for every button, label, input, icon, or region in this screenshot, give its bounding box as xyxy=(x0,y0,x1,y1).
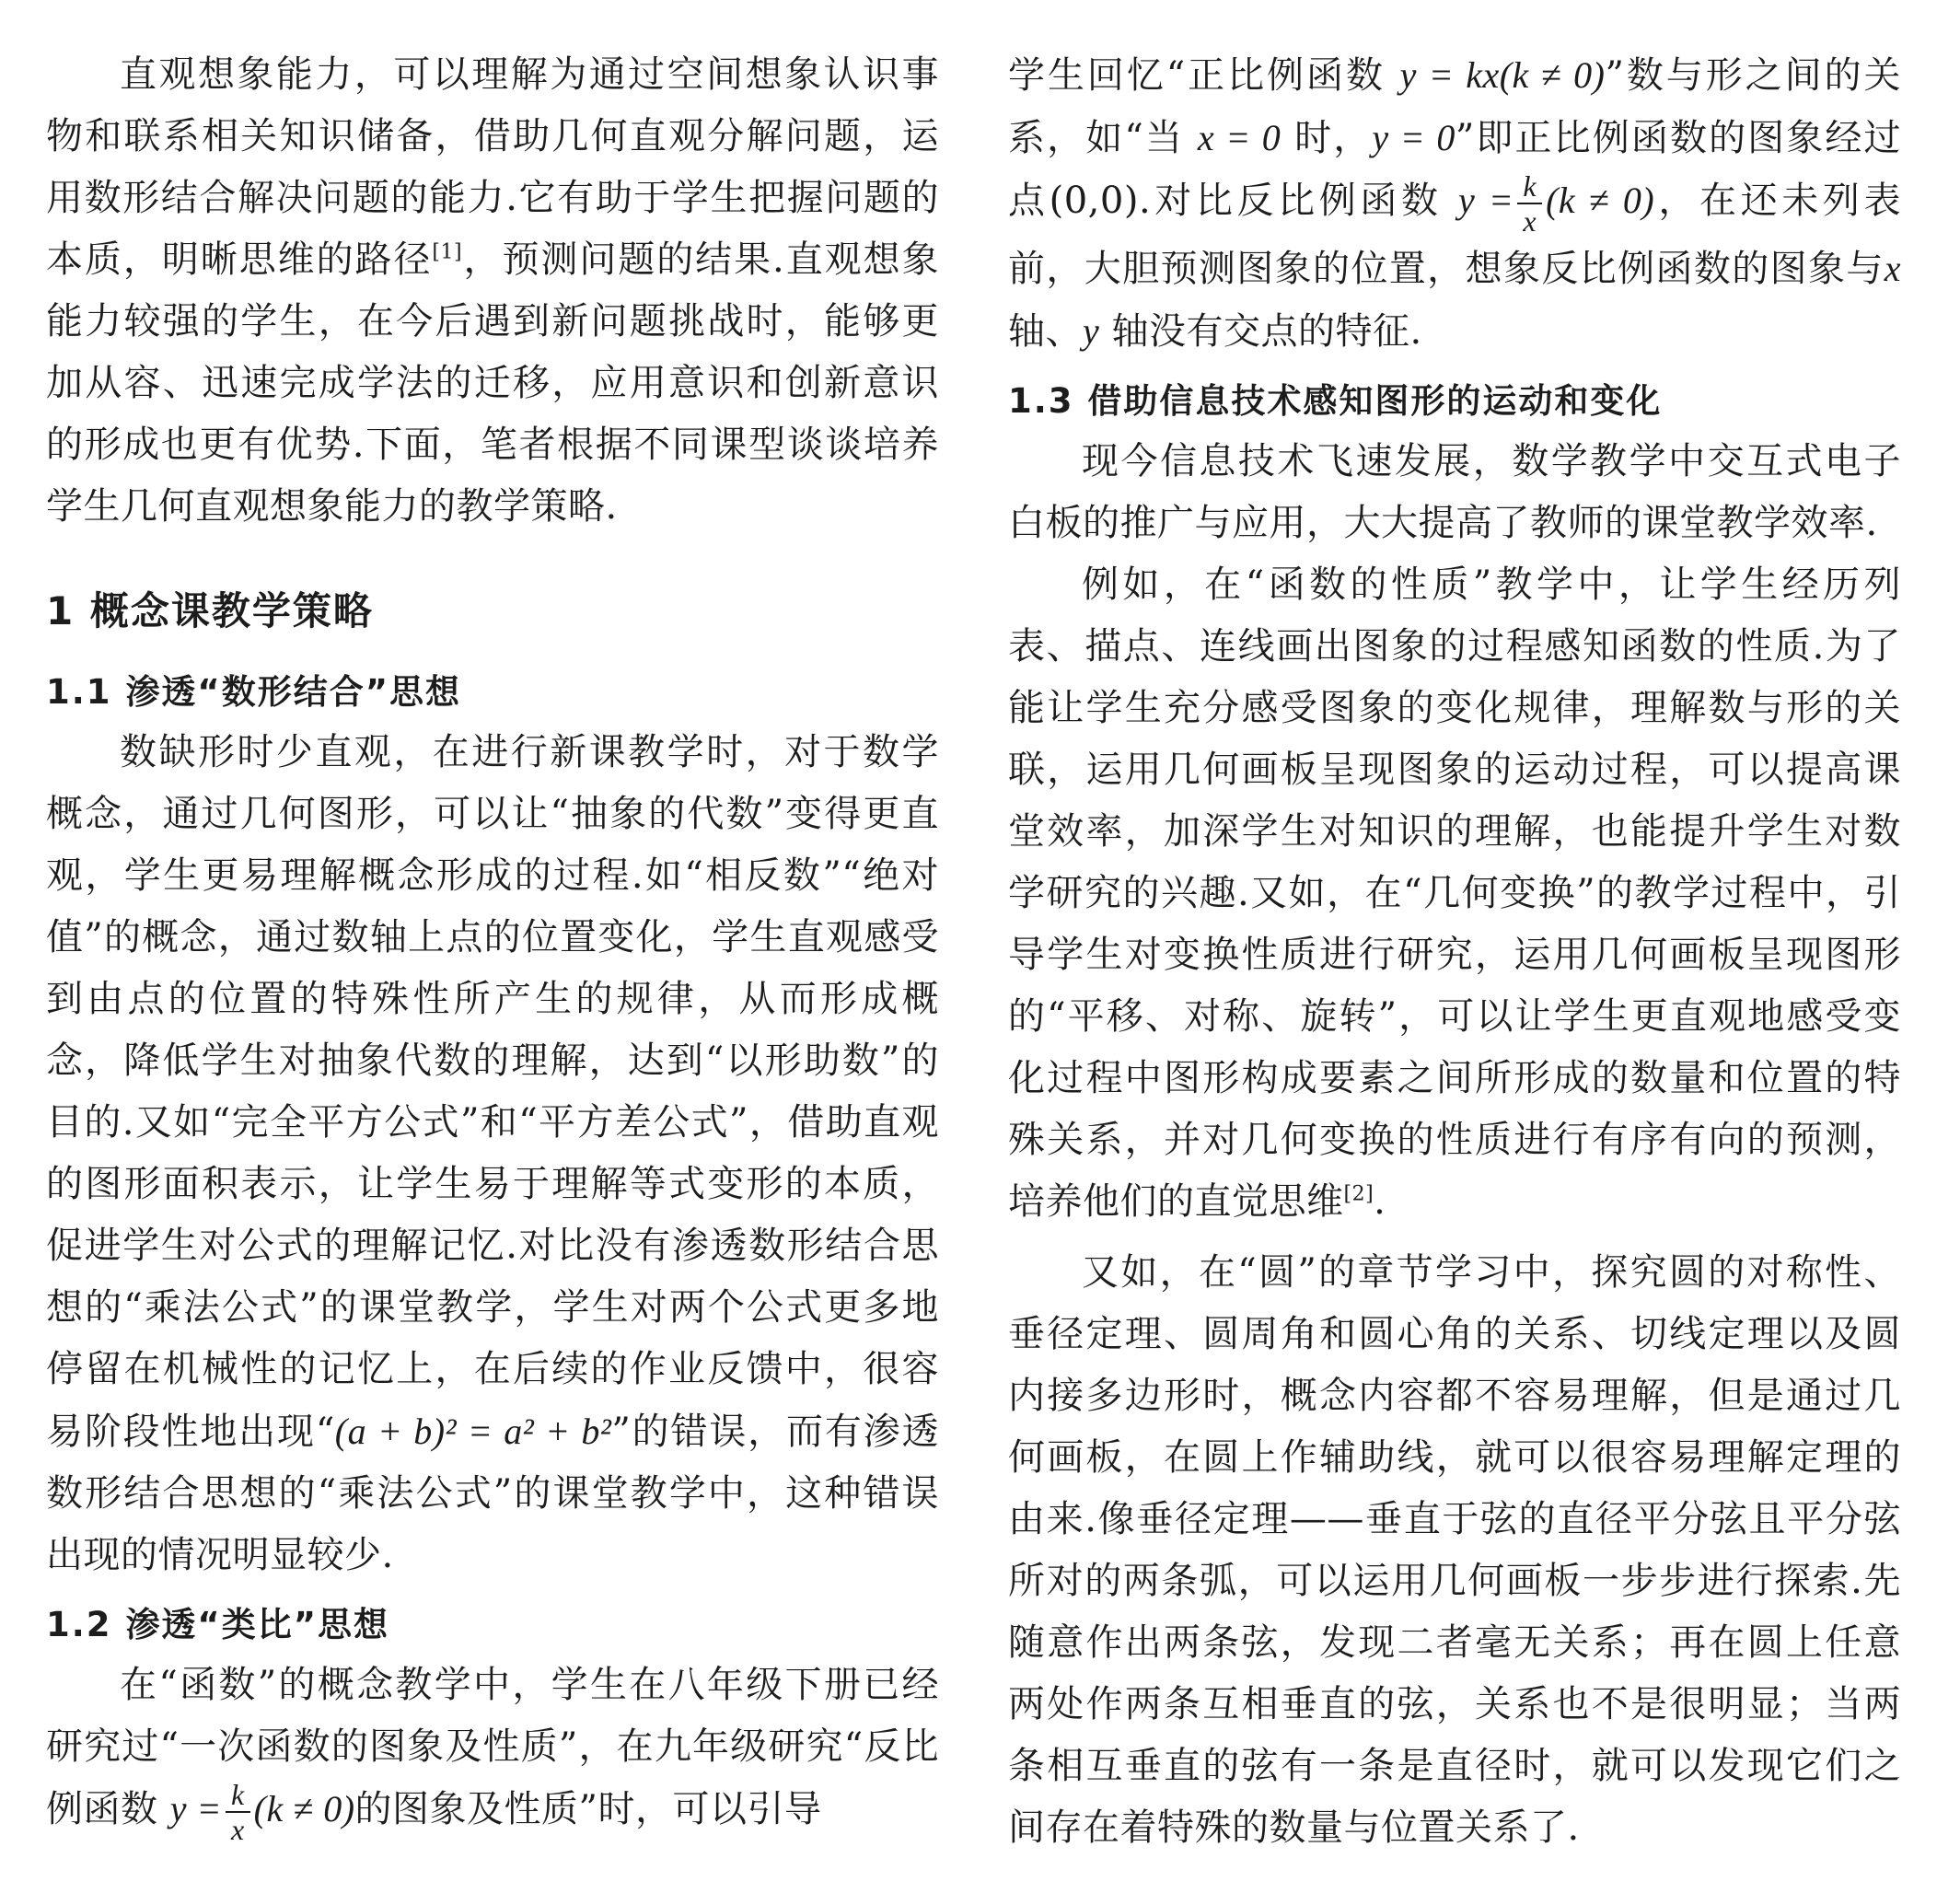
right-column xyxy=(1008,44,1901,1859)
inverse-function-lhs-2: y = xyxy=(1458,180,1514,221)
nonzero-condition: (k ≠ 0) xyxy=(253,1788,355,1829)
subsection-1-2-heading: 1.2 渗透“类比”思想 xyxy=(46,1605,390,1644)
subsection-1-1-heading: 1.1 渗透“数形结合”思想 xyxy=(46,672,462,712)
section-1-heading: 1 概念课教学策略 xyxy=(46,588,374,633)
citation-ref-2: [2] xyxy=(1343,1182,1374,1206)
k-over-x-fraction xyxy=(226,1778,250,1846)
continued-text-3: 时， xyxy=(1294,117,1373,159)
nonzero-condition-2: (k ≠ 0) xyxy=(1546,180,1655,221)
left-column xyxy=(46,44,939,1846)
subsection-1-3-text-2: 例如，在“函数的性质”教学中，让学生经历列表、描点、连线画出图象的过程感知函数的性质.为了能让学生充分感受图象的变化规律，理解数与形的关联，运用几何画板呈现图象的运动过程，可以提高课堂效率，加深学生对知识的理解，也能提升学生对数学研究的兴趣.又如，在“几何变换”的教学过程中，引导学生对变换性质进行研究，运用几何画板呈现图形的“平移、对称、旋转”，可以让学生更直观地感受变化过程中图形构成要素之间所形成的数量和位置的特殊关系，并对几何变换的性质进行有序有向的预测，培养他们的直觉思维 xyxy=(1008,563,1901,1223)
continued-paragraph xyxy=(1008,44,1901,363)
subsection-1-3-heading: 1.3 借助信息技术感知图形的运动和变化 xyxy=(1008,381,1663,421)
x-axis-symbol: x xyxy=(1884,248,1901,289)
subsection-1-2-paragraph xyxy=(46,1655,939,1846)
continued-text-2: ”数与形之间的关系，如“当 xyxy=(1008,54,1902,159)
continued-text-6: 轴、 xyxy=(1008,310,1083,353)
fraction-denominator-2: x xyxy=(1523,204,1537,238)
continued-text-5: ，在还未列表前，大胆预测图象的位置，想象反比例函数的图象与 xyxy=(1008,180,1901,290)
square-formula: (a + b)² = a² + b² xyxy=(334,1411,612,1452)
subsection-1-2-text: 在“函数”的概念教学中，学生在八年级下册已经研究过“一次函数的图象及性质”，在九年级研究“反比例函数 xyxy=(46,1664,939,1830)
y-axis-symbol: y xyxy=(1083,310,1100,352)
inverse-function-lhs: y = xyxy=(169,1788,222,1829)
subsection-1-1-paragraph xyxy=(46,722,939,1586)
citation-ref-1: [1] xyxy=(432,240,463,264)
x-equals-zero: x = 0 xyxy=(1197,117,1282,158)
continued-text-4: ”即正比例函数的图象经过点(0,0).对比反比例函数 xyxy=(1008,117,1902,222)
continued-text-1: 学生回忆“正比例函数 xyxy=(1008,54,1386,97)
proportional-function-eq: y = kx(k ≠ 0) xyxy=(1399,54,1606,96)
paragraph-gap xyxy=(1008,1233,1901,1242)
subsection-1-1-text-end: ”的错误，而有渗透数形结合思想的“乘法公式”的课堂教学中，这种错误出现的情况明显较少. xyxy=(46,1411,940,1576)
continued-text-7: 轴没有交点的特征. xyxy=(1111,310,1422,353)
intro-paragraph xyxy=(46,44,939,538)
intro-text-end: ，预测问题的结果.直观想象能力较强的学生，在今后遇到新问题挑战时，能够更加从容、迅速完成学法的迁移，应用意识和创新意识的形成也更有优势.下面，笔者根据不同课型谈谈培养学生几何直观想象能力的教学策略. xyxy=(46,238,940,528)
fraction-denominator: x xyxy=(230,1813,245,1846)
subsection-1-3-text-2-end: . xyxy=(1374,1180,1386,1223)
subsection-1-3-paragraph-2 xyxy=(1008,554,1901,1233)
subsection-1-1-text: 数缺形时少直观，在进行新课教学时，对于数学概念，通过几何图形，可以让“抽象的代数”变得更直观，学生更易理解概念形成的过程.如“相反数”“绝对值”的概念，通过数轴上点的位置变化，学生直观感受到由点的位置的特殊性所产生的规律，从而形成概念，降低学生对抽象代数的理解，达到“以形助数”的目的.又如“完全平方公式”和“平方差公式”，借助直观的图形面积表示，让学生易于理解等式变形的本质，促进学生对公式的理解记忆.对比没有渗透数形结合思想的“乘法公式”的课堂教学，学生对两个公式更多地停留在机械性的记忆上，在后续的作业反馈中，很容易阶段性地出现“ xyxy=(46,731,939,1453)
fraction-numerator-2: k xyxy=(1517,169,1542,204)
intro-text: 直观想象能力，可以理解为通过空间想象认识事物和联系相关知识储备，借助几何直观分解问题，运用数形结合解决问题的能力.它有助于学生把握问题的本质，明晰思维的路径 xyxy=(46,53,939,281)
subsection-1-2-text-end: 的图象及性质”时，可以引导 xyxy=(354,1788,822,1830)
subsection-1-3-paragraph-1: 现今信息技术飞速发展，数学教学中交互式电子白板的推广与应用，大大提高了教师的课堂教学效率. xyxy=(1008,440,1901,544)
k-over-x-fraction-2 xyxy=(1517,169,1542,238)
fraction-numerator: k xyxy=(226,1778,250,1813)
subsection-1-3-paragraph-3: 又如，在“圆”的章节学习中，探究圆的对称性、垂径定理、圆周角和圆心角的关系、切线定理以及圆内接多边形时，概念内容都不容易理解，但是通过几何画板，在圆上作辅助线，就可以很容易理解定理的由来.像垂径定理——垂直于弦的直径平分弦且平分弦所对的两条弧，可以运用几何画板一步步进行探索.先随意作出两条弦，发现二者毫无关系；再在圆上任意两处作两条互相垂直的弦，关系也不是很明显；当两条相互垂直的弦有一条是直径时，就可以发现它们之间存在着特殊的数量与位置关系了. xyxy=(1008,1251,1901,1849)
y-equals-zero: y = 0 xyxy=(1372,117,1456,158)
